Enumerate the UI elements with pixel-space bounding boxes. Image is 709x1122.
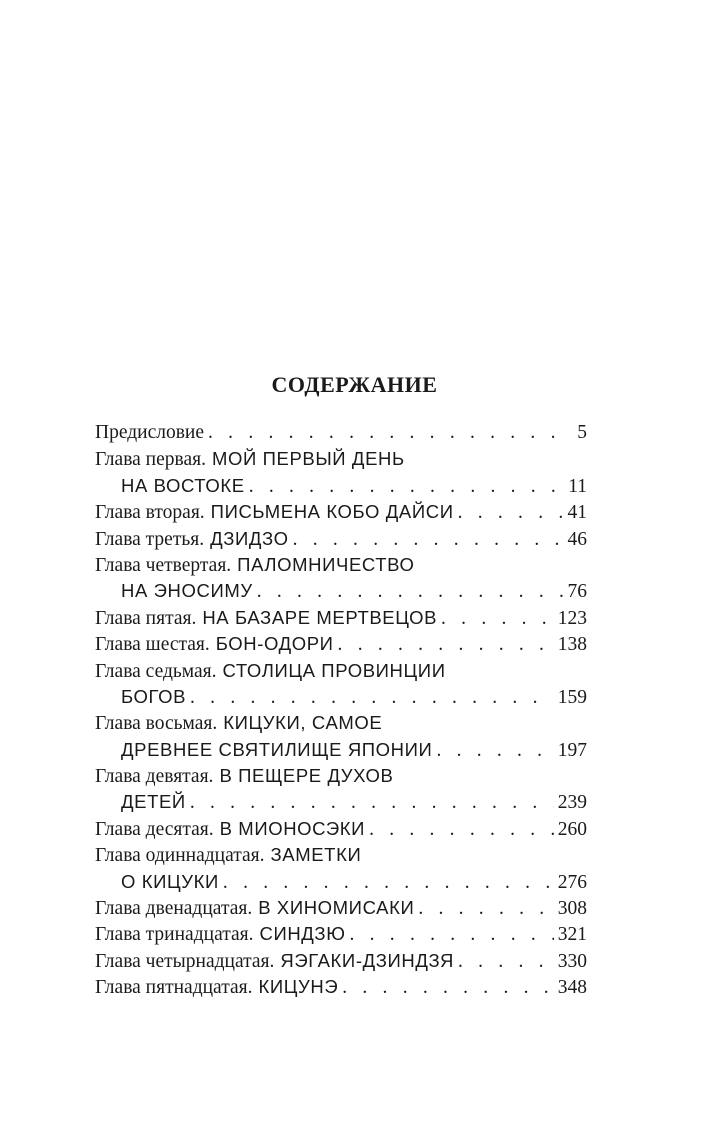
dot-leader xyxy=(223,870,554,896)
toc-entry-line xyxy=(95,420,587,446)
toc-entry[interactable] xyxy=(95,631,587,657)
chapter-title: БОН-ОДОРИ xyxy=(215,633,334,655)
dot-leader xyxy=(418,896,553,922)
toc-entry[interactable] xyxy=(95,552,587,605)
dot-leader xyxy=(190,790,554,816)
dot-leader xyxy=(436,738,553,764)
toc-entry-line xyxy=(95,948,587,974)
page-number: 123 xyxy=(557,607,587,629)
chapter-title: СТОЛИЦА ПРОВИНЦИИ xyxy=(222,659,446,681)
toc-entry[interactable] xyxy=(95,658,587,711)
chapter-prefix: Глава пятнадцатая. xyxy=(95,977,253,999)
page-number: 321 xyxy=(557,924,587,946)
toc-entry[interactable] xyxy=(95,446,587,499)
page-number: 138 xyxy=(557,634,587,656)
toc-entry-line xyxy=(95,895,587,921)
dot-leader xyxy=(257,579,564,605)
dot-leader xyxy=(190,685,554,711)
chapter-title: ДЗИДЗО xyxy=(210,527,289,549)
chapter-prefix: Глава десятая. xyxy=(95,818,214,840)
toc-entry[interactable] xyxy=(95,948,587,974)
chapter-prefix: Глава одиннадцатая. xyxy=(95,845,265,867)
toc-entry-line xyxy=(95,446,587,472)
toc-entry-continuation xyxy=(95,578,587,604)
page-number: 330 xyxy=(557,950,587,972)
dot-leader xyxy=(293,527,564,553)
chapter-title: ЯЭГАКИ-ДЗИНДЗЯ xyxy=(280,949,455,971)
chapter-title: НА ВОСТОКЕ xyxy=(121,474,245,496)
chapter-title: ДЕТЕЙ xyxy=(121,791,186,813)
toc-entry[interactable] xyxy=(95,816,587,842)
table-of-contents xyxy=(95,420,587,1001)
toc-entry-line xyxy=(95,631,587,657)
page-number: 197 xyxy=(557,739,587,761)
page-number: 5 xyxy=(577,422,587,443)
dot-leader xyxy=(208,420,569,446)
chapter-prefix: Глава девятая. xyxy=(95,766,214,788)
chapter-title: НА БАЗАРЕ МЕРТВЕЦОВ xyxy=(202,606,438,628)
toc-entry[interactable] xyxy=(95,763,587,816)
chapter-prefix: Глава четырнадцатая. xyxy=(95,950,275,972)
chapter-prefix: Глава третья. xyxy=(95,528,205,550)
chapter-title: ПИСЬМЕНА КОБО ДАЙСИ xyxy=(210,501,454,523)
chapter-prefix: Глава шестая. xyxy=(95,634,210,656)
toc-entry-line xyxy=(95,921,587,947)
chapter-prefix: Глава двенадцатая. xyxy=(95,898,253,920)
toc-entry-line xyxy=(95,842,587,868)
chapter-prefix: Глава первая. xyxy=(95,449,206,471)
toc-entry-line xyxy=(95,605,587,631)
chapter-title: ДРЕВНЕЕ СВЯТИЛИЩЕ ЯПОНИИ xyxy=(121,738,433,760)
page-number: 308 xyxy=(557,898,587,920)
toc-entry[interactable] xyxy=(95,921,587,947)
dot-leader xyxy=(350,922,554,948)
dot-leader xyxy=(249,474,565,500)
chapter-prefix: Глава вторая. xyxy=(95,502,205,524)
chapter-title: БОГОВ xyxy=(121,685,187,707)
toc-entry[interactable] xyxy=(95,526,587,552)
page-number: 11 xyxy=(568,475,587,497)
chapter-title: НА ЭНОСИМУ xyxy=(121,580,253,602)
chapter-prefix: Глава четвертая. xyxy=(95,554,232,576)
toc-entry-line xyxy=(95,710,587,736)
toc-entry-line xyxy=(95,974,587,1000)
chapter-title: МОЙ ПЕРВЫЙ ДЕНЬ xyxy=(211,448,405,470)
toc-entry-line xyxy=(95,816,587,842)
chapter-title: ПАЛОМНИЧЕСТВО xyxy=(237,553,415,575)
chapter-prefix: Предисловие xyxy=(95,422,205,443)
page-title: СОДЕРЖАНИЕ xyxy=(271,372,438,397)
toc-entry[interactable] xyxy=(95,842,587,895)
chapter-title: КИЦУНЭ xyxy=(258,976,339,998)
chapter-prefix: Глава пятая. xyxy=(95,607,197,629)
toc-entry-line xyxy=(95,499,587,525)
chapter-prefix: Глава восьмая. xyxy=(95,713,218,735)
chapter-title: В ХИНОМИСАКИ xyxy=(258,897,415,919)
page-number: 260 xyxy=(557,818,587,840)
page-number: 76 xyxy=(567,581,587,603)
toc-entry-continuation xyxy=(95,684,587,710)
chapter-title: КИЦУКИ, САМОЕ xyxy=(223,712,383,734)
chapter-title: ЗАМЕТКИ xyxy=(270,844,362,866)
toc-entry-continuation xyxy=(95,737,587,763)
toc-entry[interactable] xyxy=(95,420,587,446)
page-number: 348 xyxy=(557,977,587,999)
toc-entry-line xyxy=(95,552,587,578)
chapter-title: В МИОНОСЭКИ xyxy=(219,817,366,839)
toc-entry-line xyxy=(95,658,587,684)
toc-entry[interactable] xyxy=(95,710,587,763)
toc-entry-continuation xyxy=(95,789,587,815)
toc-entry[interactable] xyxy=(95,895,587,921)
dot-leader xyxy=(369,817,554,843)
dot-leader xyxy=(342,975,554,1001)
toc-entry-continuation xyxy=(95,473,587,499)
chapter-title: СИНДЗЮ xyxy=(259,923,346,945)
toc-entry[interactable] xyxy=(95,974,587,1000)
chapter-prefix: Глава тринадцатая. xyxy=(95,924,254,946)
dot-leader xyxy=(458,949,554,975)
chapter-title: О КИЦУКИ xyxy=(121,870,219,892)
dot-leader xyxy=(458,500,564,526)
page-number: 276 xyxy=(557,871,587,893)
toc-entry-line xyxy=(95,526,587,552)
toc-entry-continuation xyxy=(95,869,587,895)
toc-entry[interactable] xyxy=(95,605,587,631)
page-number: 159 xyxy=(557,686,587,708)
chapter-title: В ПЕЩЕРЕ ДУХОВ xyxy=(219,765,394,787)
dot-leader xyxy=(441,606,554,632)
toc-entry[interactable] xyxy=(95,499,587,525)
chapter-prefix: Глава седьмая. xyxy=(95,660,217,682)
dot-leader xyxy=(338,632,554,658)
toc-entry-line xyxy=(95,763,587,789)
page-number: 239 xyxy=(557,792,587,814)
page-number: 46 xyxy=(567,528,587,550)
page-number: 41 xyxy=(567,502,587,524)
